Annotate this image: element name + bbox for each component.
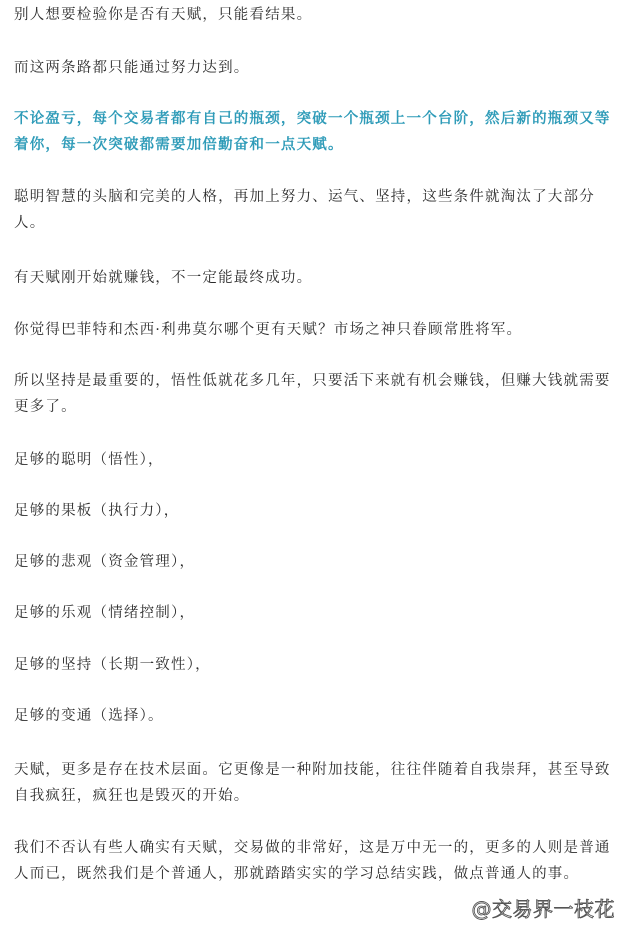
list-item-smart: 足够的聪明（悟性）， bbox=[14, 452, 164, 468]
list-item-flexible: 足够的变通（选择）。 bbox=[14, 708, 164, 724]
paragraph-talent: 天赋，更多是存在技术层面。它更像是一种附加技能，往往伴随着自我崇拜，甚至导致自我疯狂，疯狂也是毁灭的开始。 bbox=[14, 762, 611, 804]
paragraph-4: 聪明智慧的头脑和完美的人格，再加上努力、运气、坚持，这些条件就淘汰了大部分人。 bbox=[14, 189, 595, 231]
list-item-optimistic: 足够的乐观（情绪控制）， bbox=[14, 605, 196, 621]
watermark-text: @交易界一枝花 bbox=[471, 897, 615, 921]
paragraph-2: 而这两条路都只能通过努力达到。 bbox=[14, 60, 250, 76]
list-item-decisive: 足够的果板（执行力）， bbox=[14, 503, 180, 519]
paragraph-6: 你觉得巴菲特和杰西·利弗莫尔哪个更有天赋？市场之神只眷顾常胜将军。 bbox=[14, 322, 523, 338]
paragraph-5: 有天赋刚开始就赚钱，不一定能最终成功。 bbox=[14, 270, 313, 286]
list-item-pessimistic: 足够的悲观（资金管理）， bbox=[14, 554, 196, 570]
paragraph-1: 别人想要检验你是否有天赋，只能看结果。 bbox=[14, 7, 313, 23]
list-item-persistent: 足够的坚持（长期一致性）， bbox=[14, 657, 211, 673]
paragraph-7: 所以坚持是最重要的，悟性低就花多几年，只要活下来就有机会赚钱，但赚大钱就需要更多了。 bbox=[14, 373, 611, 415]
paragraph-conclusion: 我们不否认有些人确实有天赋，交易做的非常好，这是万中无一的，更多的人则是普通人而已，既然我们是个普通人，那就踏踏实实的学习总结实践，做点普通人的事。 bbox=[14, 840, 611, 882]
highlighted-paragraph: 不论盈亏，每个交易者都有自己的瓶颈，突破一个瓶颈上一个台阶，然后新的瓶颈又等着你，每一次突破都需要加倍勤奋和一点天赋。 bbox=[14, 111, 611, 153]
